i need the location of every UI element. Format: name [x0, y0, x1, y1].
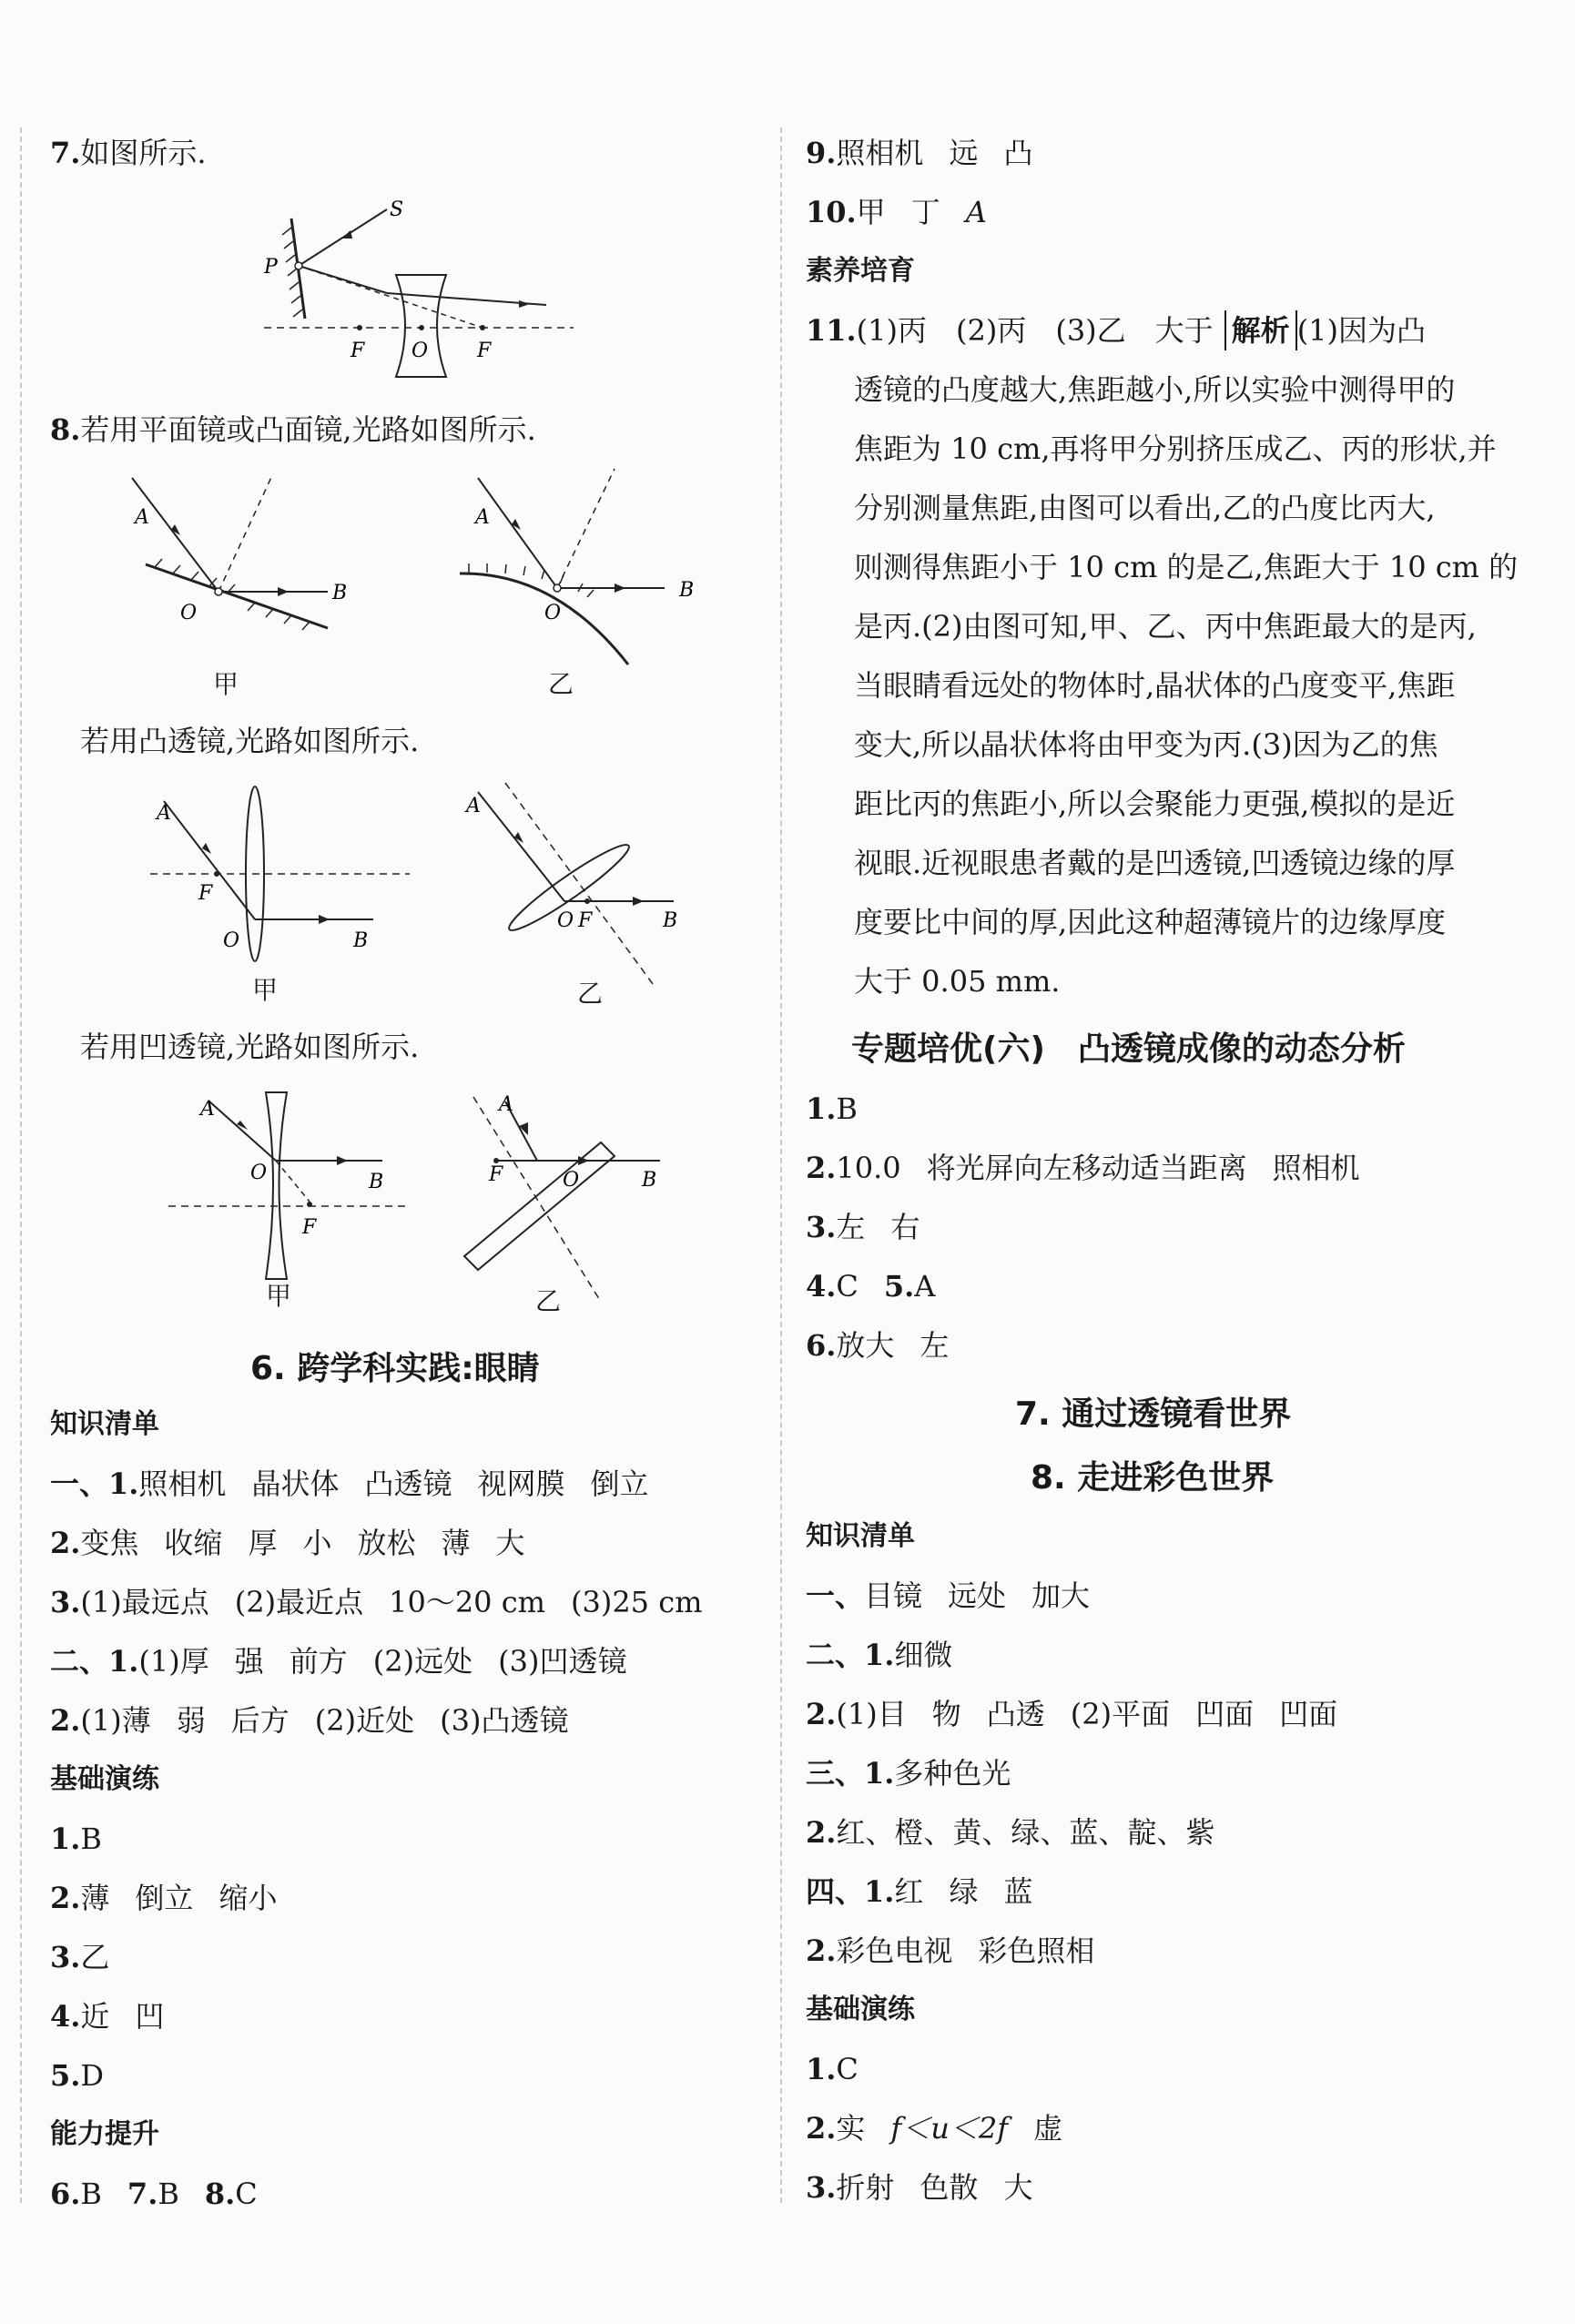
caption-jia: 甲 [213, 669, 239, 699]
topic-answer-2: 2.10.0 将光屏向左移动适当距离 照相机 [806, 1151, 1360, 1185]
knowledge-heading-right: 知识清单 [806, 1520, 915, 1552]
svg-text:O: O [563, 1169, 580, 1192]
question-11-line-12: 大于 0.05 mm. [854, 964, 1061, 999]
right-column [783, 0, 1575, 2324]
knowledge-right-1: 一、目镜 远处 加大 [806, 1578, 1091, 1613]
basic-answer-2: 2.薄 倒立 缩小 [50, 1881, 278, 1915]
figure-convex-lens-yi [455, 774, 710, 992]
svg-text:A: A [475, 506, 490, 529]
basic-heading-right: 基础演练 [806, 1994, 915, 2025]
caption-jia-2: 甲 [252, 975, 279, 1005]
analysis-tag: 解析 [1224, 310, 1297, 350]
question-10: 10.甲 丁 A [806, 195, 987, 229]
basic-answer-5: 5.D [50, 2058, 105, 2093]
topic-answer-6: 6.放大 左 [806, 1328, 950, 1363]
svg-text:F: F [302, 1216, 317, 1239]
svg-text:S: S [390, 198, 404, 221]
basic-answer-4: 4.近 凹 [50, 1999, 165, 2034]
knowledge-right-2: 二、1.细微 [806, 1638, 953, 1672]
question-11-line-7: 当眼睛看远处的物体时,晶状体的凸度变平,焦距 [854, 668, 1456, 703]
svg-text:P: P [264, 256, 278, 279]
caption-yi: 乙 [548, 669, 574, 699]
figure-concave-lens-jia [164, 1088, 437, 1288]
svg-text:B: B [679, 579, 695, 602]
knowledge-line-4: 二、1.(1)厚 强 前方 (2)远处 (3)凹透镜 [50, 1644, 627, 1679]
section-title-6: 6. 跨学科实践:眼睛 [250, 1350, 540, 1387]
svg-text:O: O [544, 602, 562, 624]
topic-answer-1: 1.B [806, 1091, 858, 1126]
left-column [0, 0, 783, 2324]
svg-text:B: B [663, 909, 678, 932]
svg-text:B: B [642, 1169, 657, 1192]
question-11-line-6: 是丙.(2)由图可知,甲、乙、丙中焦距最大的是丙, [854, 609, 1477, 644]
question-11-line-3: 焦距为 10 cm,再将甲分别挤压成乙、丙的形状,并 [854, 431, 1497, 466]
svg-text:O: O [557, 909, 574, 932]
svg-text:F: F [198, 882, 213, 905]
figure-convex-lens-jia [137, 783, 428, 965]
topic-title: 专题培优(六) 凸透镜成像的动态分析 [851, 1030, 1406, 1068]
svg-text:O: O [412, 340, 429, 362]
svg-text:O: O [180, 602, 198, 624]
svg-text:B: B [369, 1171, 384, 1193]
knowledge-right-7: 2.彩色电视 彩色照相 [806, 1933, 1095, 1968]
topic-answer-4-5: 4.C 5.A [806, 1269, 936, 1304]
svg-text:O: O [223, 929, 240, 952]
question-11-line-9: 距比丙的焦距小,所以会聚能力更强,模拟的是近 [854, 787, 1456, 821]
knowledge-right-5: 2.红、橙、黄、绿、蓝、靛、紫 [806, 1815, 1215, 1850]
svg-text:A: A [466, 795, 481, 817]
question-11-line-10: 视眼.近视眼患者戴的是凹透镜,凹透镜边缘的厚 [854, 846, 1456, 880]
question-11-line-1: 11.(1)丙 (2)丙 (3)乙 大于 解析 (1)因为凸 [806, 310, 1426, 350]
basic-right-3: 3.折射 色散 大 [806, 2170, 1033, 2205]
concave-lens-text: 若用凹透镜,光路如图所示. [80, 1030, 420, 1064]
svg-text:F: F [578, 909, 593, 932]
knowledge-line-2: 2.变焦 收缩 厚 小 放松 薄 大 [50, 1526, 525, 1560]
svg-text:A: A [135, 506, 149, 529]
svg-text:A: A [200, 1098, 215, 1121]
figure-concave-lens-yi [455, 1088, 692, 1306]
svg-text:O: O [250, 1162, 268, 1184]
section-title-7: 7. 通过透镜看世界 [1015, 1395, 1292, 1433]
question-7: 7.如图所示. [50, 136, 207, 170]
basic-answer-1: 1.B [50, 1822, 102, 1856]
convex-lens-text: 若用凸透镜,光路如图所示. [80, 724, 420, 758]
figure-convex-mirror-drawing [446, 464, 719, 674]
caption-jia-3: 甲 [266, 1281, 292, 1311]
question-11-line-2: 透镜的凸度越大,焦距越小,所以实验中测得甲的 [854, 372, 1456, 407]
svg-text:B: B [353, 929, 369, 952]
question-9: 9.照相机 远 凸 [806, 136, 1033, 170]
knowledge-right-4: 三、1.多种色光 [806, 1756, 1011, 1791]
knowledge-right-3: 2.(1)目 物 凸透 (2)平面 凹面 凹面 [806, 1697, 1338, 1731]
svg-text:F: F [489, 1163, 503, 1186]
basic-answer-3: 3.乙 [50, 1940, 110, 1974]
question-11-line-11: 度要比中间的厚,因此这种超薄镜片的边缘厚度 [854, 905, 1447, 939]
figure-q7-mirror-lens [255, 191, 583, 382]
topic-answer-3: 3.左 右 [806, 1210, 920, 1244]
question-11-line-8: 变大,所以晶状体将由甲变为丙.(3)因为乙的焦 [854, 727, 1438, 762]
caption-yi-3: 乙 [535, 1286, 562, 1316]
svg-text:F: F [477, 340, 492, 362]
svg-text:A: A [499, 1093, 513, 1116]
svg-text:F: F [351, 340, 365, 362]
figure-plane-mirror [109, 464, 382, 646]
knowledge-line-3: 3.(1)最远点 (2)最近点 10～20 cm (3)25 cm [50, 1585, 703, 1619]
caption-yi-2: 乙 [577, 979, 604, 1009]
basic-heading: 基础演练 [50, 1763, 159, 1795]
ability-heading: 能力提升 [50, 2118, 159, 2150]
section-title-8: 8. 走进彩色世界 [1031, 1459, 1275, 1497]
question-11-line-4: 分别测量焦距,由图可以看出,乙的凸度比丙大, [854, 491, 1436, 525]
question-8: 8.若用平面镜或凸面镜,光路如图所示. [50, 412, 536, 447]
ability-answers: 6.B 7.B 8.C [50, 2177, 258, 2211]
literacy-heading: 素养培育 [806, 255, 915, 287]
knowledge-line-1: 一、1.照相机 晶状体 凸透镜 视网膜 倒立 [50, 1466, 649, 1501]
svg-text:A: A [157, 802, 171, 825]
svg-text:B: B [332, 582, 348, 604]
knowledge-heading: 知识清单 [50, 1408, 159, 1440]
knowledge-right-6: 四、1.红 绿 蓝 [806, 1874, 1033, 1909]
basic-right-2: 2.实 f＜u＜2f 虚 [806, 2111, 1063, 2146]
basic-right-1: 1.C [806, 2052, 859, 2086]
question-11-line-5: 则测得焦距小于 10 cm 的是乙,焦距大于 10 cm 的 [854, 550, 1519, 584]
knowledge-line-5: 2.(1)薄 弱 后方 (2)近处 (3)凸透镜 [50, 1703, 569, 1738]
